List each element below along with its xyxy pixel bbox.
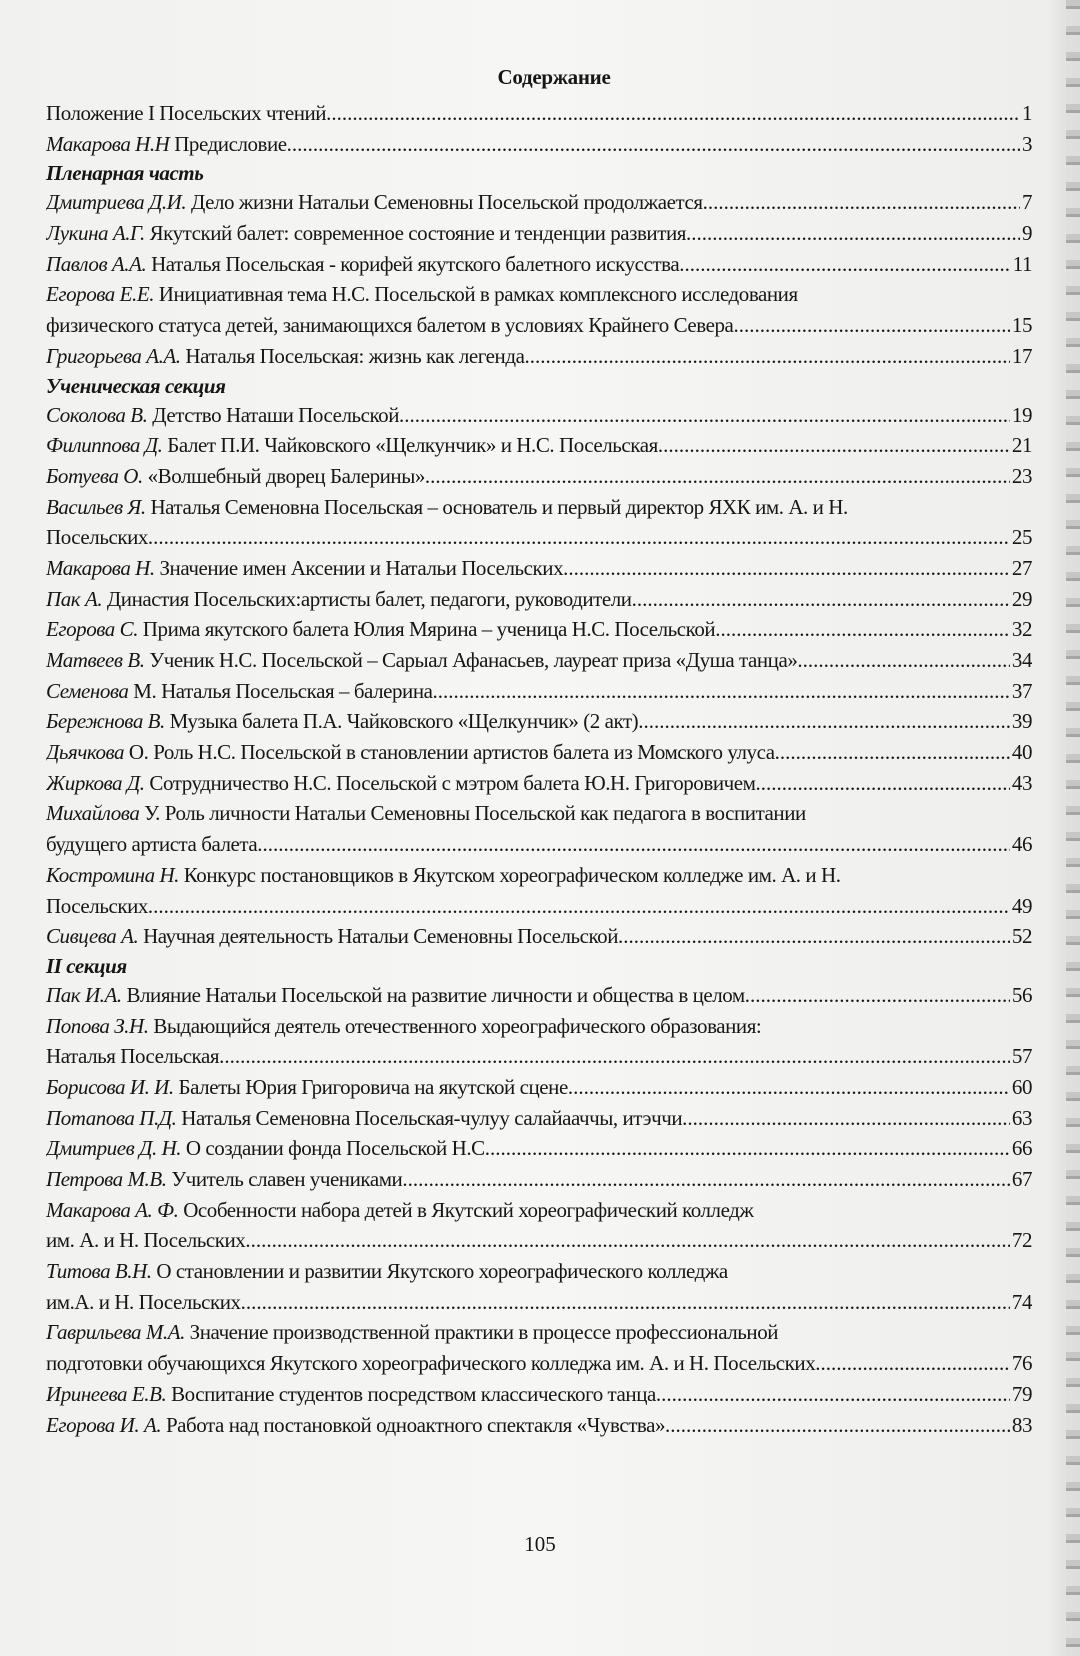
entry-text: [46, 921, 618, 952]
dot-leader: [433, 676, 1010, 707]
entry-page: 39: [1011, 709, 1032, 734]
entry-author: Макарова Н.Н: [46, 131, 170, 156]
dot-leader: [485, 1133, 1010, 1164]
entry-page: 83: [1011, 1412, 1032, 1437]
entry-author: Егорова Е.Е.: [46, 282, 154, 307]
toc-entry: [46, 676, 1032, 707]
entry-author: Васильев Я.: [46, 494, 146, 519]
toc-entry: [46, 430, 1032, 461]
entry-text: [46, 1164, 402, 1195]
dot-leader: [618, 921, 1010, 952]
entry-text: [46, 1410, 665, 1441]
entry-text: [46, 860, 841, 891]
entry-title-continuation: Посельских: [46, 525, 148, 550]
section-heading: Ученическая секция: [46, 373, 226, 398]
entry-title: Конкурс постановщиков в Якутском хореографическом колледже им. А. и Н.: [178, 862, 841, 887]
entry-page: 74: [1011, 1289, 1032, 1314]
entry-page: 52: [1011, 924, 1032, 949]
toc-entry: [46, 129, 1032, 160]
entry-title: Балет П.И. Чайковского «Щелкунчик» и Н.С. Посельская: [162, 433, 658, 458]
entry-page: 23: [1011, 463, 1032, 488]
toc-entry: [46, 1133, 1032, 1164]
entry-page: 37: [1011, 678, 1032, 703]
entry-author: Григорьева А.А.: [46, 343, 181, 368]
entry-text: [46, 645, 797, 676]
toc-entry: [46, 860, 1032, 891]
entry-author: Егорова И. А.: [46, 1412, 162, 1437]
entry-page: 32: [1011, 617, 1032, 642]
dot-leader: [568, 1072, 1010, 1103]
entry-page: 46: [1011, 832, 1032, 857]
entry-title: Предисловие: [169, 131, 287, 156]
toc-list: [46, 98, 1032, 1440]
entry-title: Влияние Натальи Посельской на развитие личности и общества в целом: [121, 982, 745, 1007]
entry-author: Павлов А.А.: [46, 251, 147, 276]
entry-title-continuation: будущего артиста балета: [46, 832, 258, 857]
entry-text: [46, 279, 798, 310]
entry-text: [46, 676, 433, 707]
entry-author: Егорова С.: [46, 617, 138, 642]
entry-text: [46, 492, 848, 523]
entry-title: О создании фонда Посельской Н.С: [181, 1136, 485, 1161]
entry-author: Макарова А. Ф.: [46, 1197, 179, 1222]
toc-entry-continuation: [46, 1225, 1032, 1256]
entry-text: [46, 553, 563, 584]
entry-title: Династия Посельских:артисты балет, педагоги, руководители: [102, 586, 632, 611]
entry-title: У. Роль личности Натальи Семеновны Посельской как педагога в воспитании: [139, 801, 806, 826]
entry-title: Работа над постановкой одноактного спектакля «Чувства»: [161, 1412, 666, 1437]
entry-page: 3: [1021, 131, 1032, 156]
dot-leader: [632, 584, 1010, 615]
dot-leader: [563, 553, 1010, 584]
entry-author: Костромина Н.: [46, 862, 179, 887]
entry-text: [46, 1103, 682, 1134]
entry-author: Гаврильева М.А.: [46, 1320, 185, 1345]
entry-author: Дьячкова: [46, 740, 125, 765]
dot-leader: [402, 1164, 1010, 1195]
page-number: 105: [524, 1532, 556, 1556]
entry-page: 17: [1011, 343, 1032, 368]
entry-title: Наталья Посельская: жизнь как легенда: [180, 343, 525, 368]
entry-title: Наталья Посельская - корифей якутского балетного искусства: [146, 251, 680, 276]
entry-title: Ученик Н.С. Посельской – Сарыал Афанасьев, лауреат приза «Душа танца»: [144, 648, 798, 672]
entry-text: [46, 218, 686, 249]
toc-entry: [46, 1011, 1032, 1042]
entry-page: 21: [1011, 433, 1032, 458]
entry-text: [46, 129, 287, 160]
dot-leader: [656, 1379, 1010, 1410]
dot-leader: [745, 980, 1010, 1011]
toc-entry: [46, 249, 1032, 280]
entry-title-continuation: им.А. и Н. Посельских: [46, 1289, 241, 1314]
entry-page: 34: [1011, 648, 1032, 672]
toc-entry: [46, 279, 1032, 310]
entry-title: Дело жизни Натальи Семеновны Посельской продолжается: [186, 190, 703, 215]
dot-leader: [679, 249, 1010, 280]
entry-author: Ботуева О.: [46, 463, 143, 488]
entry-page: 27: [1011, 555, 1032, 580]
dot-leader: [733, 310, 1009, 341]
dot-leader: [682, 1103, 1010, 1134]
entry-text: [46, 1133, 485, 1164]
entry-title: Значение имен Аксении и Натальи Посельских: [154, 555, 564, 580]
entry-text: [46, 461, 425, 492]
entry-author: Потапова П.Д.: [46, 1105, 177, 1130]
entry-title: Балеты Юрия Григоровича на якутской сцене: [173, 1074, 568, 1099]
dot-leader: [797, 645, 1010, 676]
entry-text: [46, 614, 715, 645]
toc-entry: [46, 553, 1032, 584]
toc-entry-continuation: [46, 1287, 1032, 1318]
entry-title-continuation: подготовки обучающихся Якутского хореографического колледжа им. А. и Н. Посельских: [46, 1351, 816, 1376]
dot-leader: [257, 829, 1010, 860]
entry-text: [46, 187, 703, 218]
entry-author: Михайлова: [46, 801, 140, 826]
dot-leader: [715, 614, 1010, 645]
toc-entry-continuation: [46, 522, 1032, 553]
dot-leader: [658, 430, 1010, 461]
entry-author: Пак И.А.: [46, 982, 122, 1007]
entry-page: 76: [1011, 1351, 1032, 1376]
entry-text: [46, 980, 745, 1011]
entry-text: [46, 1195, 753, 1226]
entry-author: Матвеев В.: [46, 648, 145, 672]
toc-entry: [46, 584, 1032, 615]
entry-author: Борисова И. И.: [46, 1074, 174, 1099]
entry-author: Сивцева А.: [46, 924, 139, 949]
entry-author: Семенова: [46, 678, 129, 703]
toc-entry: [46, 768, 1032, 799]
toc-entry: [46, 921, 1032, 952]
entry-author: Макарова Н.: [46, 555, 155, 580]
entry-title: Особенности набора детей в Якутский хореографический колледж: [178, 1197, 754, 1222]
entry-page: 11: [1012, 251, 1032, 276]
entry-text: [46, 1379, 656, 1410]
entry-text: [46, 249, 679, 280]
toc-entry: [46, 461, 1032, 492]
entry-author: Лукина А.Г.: [46, 221, 145, 246]
entry-page: 60: [1011, 1074, 1032, 1099]
entry-page: 57: [1011, 1044, 1032, 1069]
entry-title: Прима якутского балета Юлия Мярина – ученица Н.С. Посельской: [138, 617, 716, 642]
toc-entry: [46, 1256, 1032, 1287]
entry-text: [46, 737, 775, 768]
entry-page: 79: [1011, 1381, 1032, 1406]
toc-entry: [46, 614, 1032, 645]
toc-entry: [46, 98, 1032, 129]
entry-page: 67: [1011, 1167, 1032, 1191]
toc-entry-continuation: [46, 310, 1032, 341]
dot-leader: [775, 737, 1010, 768]
entry-text: [46, 1317, 778, 1348]
entry-text: [46, 400, 399, 431]
dot-leader: [665, 1410, 1010, 1441]
entry-text: [46, 584, 632, 615]
entry-text: [46, 430, 658, 461]
dot-leader: [219, 1041, 1010, 1072]
dot-leader: [287, 129, 1020, 160]
entry-page: 63: [1011, 1105, 1032, 1130]
entry-author: Дмитриева Д.И.: [46, 190, 187, 215]
entry-page: 56: [1011, 982, 1032, 1007]
entry-title: Значение производственной практики в процессе профессиональной: [184, 1320, 779, 1345]
entry-text: [46, 341, 524, 372]
entry-text: [46, 1256, 728, 1287]
toc-entry: [46, 341, 1032, 372]
toc-entry: [46, 492, 1032, 523]
dot-leader: [399, 400, 1010, 431]
entry-author: Дмитриев Д. Н.: [46, 1136, 182, 1161]
entry-author: Бережнова В.: [46, 709, 165, 734]
toc-entry: [46, 645, 1032, 676]
entry-title: Учитель славен учениками: [166, 1167, 403, 1191]
toc-entry: [46, 798, 1032, 829]
entry-title: Детство Наташи Посельской: [147, 402, 400, 427]
spiral-binding: [1066, 0, 1080, 1656]
entry-page: 49: [1011, 893, 1032, 918]
entry-title: Музыка балета П.А. Чайковского «Щелкунчик» (2 акт): [164, 709, 639, 734]
entry-author: Титова В.Н.: [46, 1259, 152, 1284]
entry-author: Жиркова Д.: [46, 770, 145, 795]
entry-page: 19: [1011, 402, 1032, 427]
entry-author: Соколова В.: [46, 402, 148, 427]
entry-title: Наталья Семеновна Посельская – основатель и первый директор ЯХК им. А. и Н.: [145, 494, 848, 519]
entry-page: 72: [1011, 1228, 1032, 1253]
dot-leader: [245, 1225, 1010, 1256]
entry-title: Наталья Семеновна Посельская-чулуу салайааччы, итэччи: [176, 1105, 683, 1130]
entry-text: [46, 706, 638, 737]
entry-title: «Волшебный дворец Балерины»: [142, 463, 425, 488]
entry-page: 1: [1021, 101, 1032, 125]
entry-title: М. Наталья Посельская – балерина: [128, 678, 433, 703]
entry-title: Научная деятельность Натальи Семеновны Посельской: [138, 924, 618, 949]
toc-entry-continuation: [46, 829, 1032, 860]
dot-leader: [638, 706, 1010, 737]
entry-title: Якутский балет: современное состояние и тенденции развития: [144, 221, 686, 246]
toc-entry: [46, 1195, 1032, 1226]
entry-text: [46, 1011, 761, 1042]
entry-text: [46, 98, 326, 129]
dot-leader: [703, 187, 1020, 218]
entry-text: [46, 1072, 568, 1103]
toc-entry: [46, 218, 1032, 249]
entry-title-continuation: им. А. и Н. Посельских: [46, 1228, 246, 1253]
toc-entry-continuation: [46, 891, 1032, 922]
entry-title-continuation: Посельских: [46, 893, 148, 918]
entry-page: 7: [1021, 190, 1032, 215]
entry-author: Попова З.Н.: [46, 1013, 149, 1038]
dot-leader: [148, 891, 1010, 922]
entry-title: Положение I Посельских чтений: [46, 101, 327, 125]
dot-leader: [425, 461, 1010, 492]
entry-author: Филиппова Д.: [46, 433, 163, 458]
toc-entry: [46, 187, 1032, 218]
entry-title: О. Роль Н.С. Посельской в становлении артистов балета из Момского улуса: [124, 740, 775, 765]
entry-page: 29: [1011, 586, 1032, 611]
toc-entry: [46, 1164, 1032, 1195]
entry-title-continuation: Наталья Посельская: [46, 1044, 220, 1069]
entry-title: Инициативная тема Н.С. Посельской в рамках комплексного исследования: [154, 282, 798, 307]
entry-page: 15: [1011, 313, 1032, 338]
toc-entry: [46, 1379, 1032, 1410]
dot-leader: [524, 341, 1009, 372]
dot-leader: [686, 218, 1020, 249]
page-title: Содержание: [497, 65, 611, 89]
toc-entry: [46, 737, 1032, 768]
entry-title: Выдающийся деятель отечественного хореографического образования:: [148, 1013, 762, 1038]
toc-entry-continuation: [46, 1348, 1032, 1379]
toc-entry: [46, 1317, 1032, 1348]
entry-text: [46, 768, 755, 799]
entry-author: Иринеева Е.В.: [46, 1381, 167, 1406]
entry-title: Воспитание студентов посредством классического танца: [166, 1381, 656, 1406]
dot-leader: [815, 1348, 1010, 1379]
entry-text: [46, 798, 806, 829]
entry-title-continuation: физического статуса детей, занимающихся балетом в условиях Крайнего Севера: [46, 313, 734, 338]
toc-entry: [46, 706, 1032, 737]
entry-author: Петрова М.В.: [46, 1167, 167, 1191]
table-of-contents: [46, 64, 1032, 1440]
dot-leader: [326, 98, 1020, 129]
section-heading: II секция: [46, 953, 127, 978]
dot-leader: [148, 522, 1010, 553]
entry-page: 66: [1011, 1136, 1032, 1161]
toc-entry: [46, 1103, 1032, 1134]
entry-title: Сотрудничество Н.С. Посельской с мэтром балета Ю.Н. Григоровичем: [144, 770, 756, 795]
toc-entry: [46, 1072, 1032, 1103]
toc-entry: [46, 400, 1032, 431]
entry-page: 9: [1021, 221, 1032, 246]
entry-page: 43: [1011, 770, 1032, 795]
toc-entry: [46, 980, 1032, 1011]
entry-page: 25: [1011, 525, 1032, 550]
toc-entry: [46, 1410, 1032, 1441]
toc-entry-continuation: [46, 1041, 1032, 1072]
section-heading: Пленарная часть: [46, 161, 204, 186]
entry-page: 40: [1011, 740, 1032, 765]
entry-author: Пак А.: [46, 586, 103, 611]
dot-leader: [755, 768, 1009, 799]
entry-title: О становлении и развитии Якутского хореографического колледжа: [151, 1259, 728, 1284]
dot-leader: [241, 1287, 1010, 1318]
